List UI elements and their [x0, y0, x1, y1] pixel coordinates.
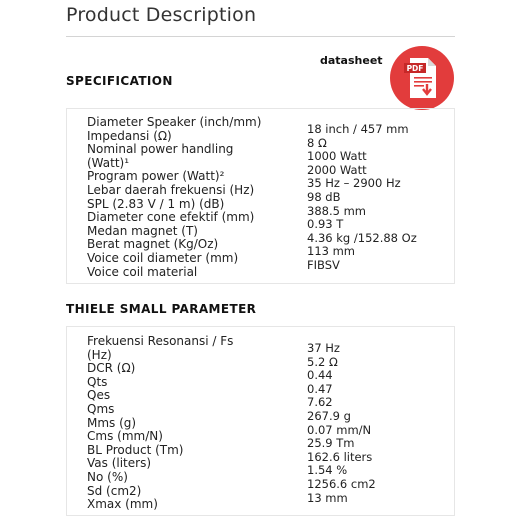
page-title: Product Description [66, 4, 257, 26]
ts-value: 1256.6 cm2 [307, 476, 376, 491]
thiele-small-labels [87, 335, 287, 512]
ts-label: BL Product (Tm) [87, 442, 184, 457]
ts-label: Qms [87, 401, 115, 416]
ts-value: 0.07 mm/N [307, 422, 372, 437]
ts-value: 7.62 [307, 395, 333, 410]
thiele-small-table [66, 326, 455, 516]
ts-label: Mms (g) [87, 415, 137, 430]
datasheet-link[interactable]: datasheet [320, 54, 383, 67]
ts-value: 1.54 % [307, 463, 348, 478]
specification-values [307, 123, 447, 273]
spec-value: 8 Ω [307, 135, 327, 150]
ts-label: DCR (Ω) [87, 361, 136, 376]
spec-value: FIBSV [307, 257, 340, 272]
spec-value: 1000 Watt [307, 149, 367, 164]
pdf-file-download-icon [390, 46, 454, 110]
spec-value: 113 mm [307, 244, 356, 259]
spec-value: 388.5 mm [307, 203, 366, 218]
ts-label: Xmax (mm) [87, 497, 158, 512]
ts-value: 0.44 [307, 368, 333, 383]
spec-label: Diameter cone efektif (mm) [87, 210, 255, 225]
thiele-small-heading: THIELE SMALL PARAMETER [66, 302, 257, 316]
spec-value: 98 dB [307, 189, 341, 204]
ts-value: 267.9 g [307, 408, 351, 423]
ts-label: (Hz) [87, 347, 112, 362]
spec-value: 18 inch / 457 mm [307, 122, 409, 136]
title-divider [66, 36, 455, 37]
ts-label: Qes [87, 388, 111, 403]
spec-label: Voice coil diameter (mm) [87, 250, 239, 265]
ts-label: Cms (mm/N) [87, 429, 163, 444]
spec-label: Diameter Speaker (inch/mm) [87, 115, 262, 129]
spec-label: Program power (Watt)² [87, 169, 225, 184]
spec-label: Medan magnet (T) [87, 223, 198, 238]
spec-label: Nominal power handling [87, 142, 234, 157]
spec-value: 35 Hz – 2900 Hz [307, 176, 401, 191]
ts-value: 37 Hz [307, 341, 340, 355]
spec-label: SPL (2.83 V / 1 m) (dB) [87, 196, 225, 211]
specification-heading: SPECIFICATION [66, 74, 173, 88]
thiele-small-values [307, 342, 447, 505]
ts-label: Frekuensi Resonansi / Fs [87, 334, 234, 348]
ts-value: 0.47 [307, 381, 333, 396]
specification-labels [87, 116, 287, 279]
spec-value: 0.93 T [307, 217, 344, 232]
spec-value: 4.36 kg /152.88 Oz [307, 230, 417, 245]
spec-label: Voice coil material [87, 264, 198, 279]
ts-value: 5.2 Ω [307, 354, 338, 369]
ts-label: Vas (liters) [87, 456, 152, 471]
pdf-badge-text: PDF [406, 64, 424, 73]
pdf-download-button[interactable] [390, 46, 454, 110]
ts-label: No (%) [87, 469, 128, 484]
spec-label: Berat magnet (Kg/Oz) [87, 237, 219, 252]
spec-value: 2000 Watt [307, 162, 367, 177]
ts-value: 13 mm [307, 490, 348, 505]
spec-label: (Watt)¹ [87, 155, 130, 170]
spec-label: Lebar daerah frekuensi (Hz) [87, 182, 255, 197]
specification-table [66, 108, 455, 284]
spec-label: Impedansi (Ω) [87, 128, 172, 143]
ts-value: 25.9 Tm [307, 436, 355, 451]
ts-label: Qts [87, 374, 108, 389]
ts-label: Sd (cm2) [87, 483, 142, 498]
ts-value: 162.6 liters [307, 449, 373, 464]
